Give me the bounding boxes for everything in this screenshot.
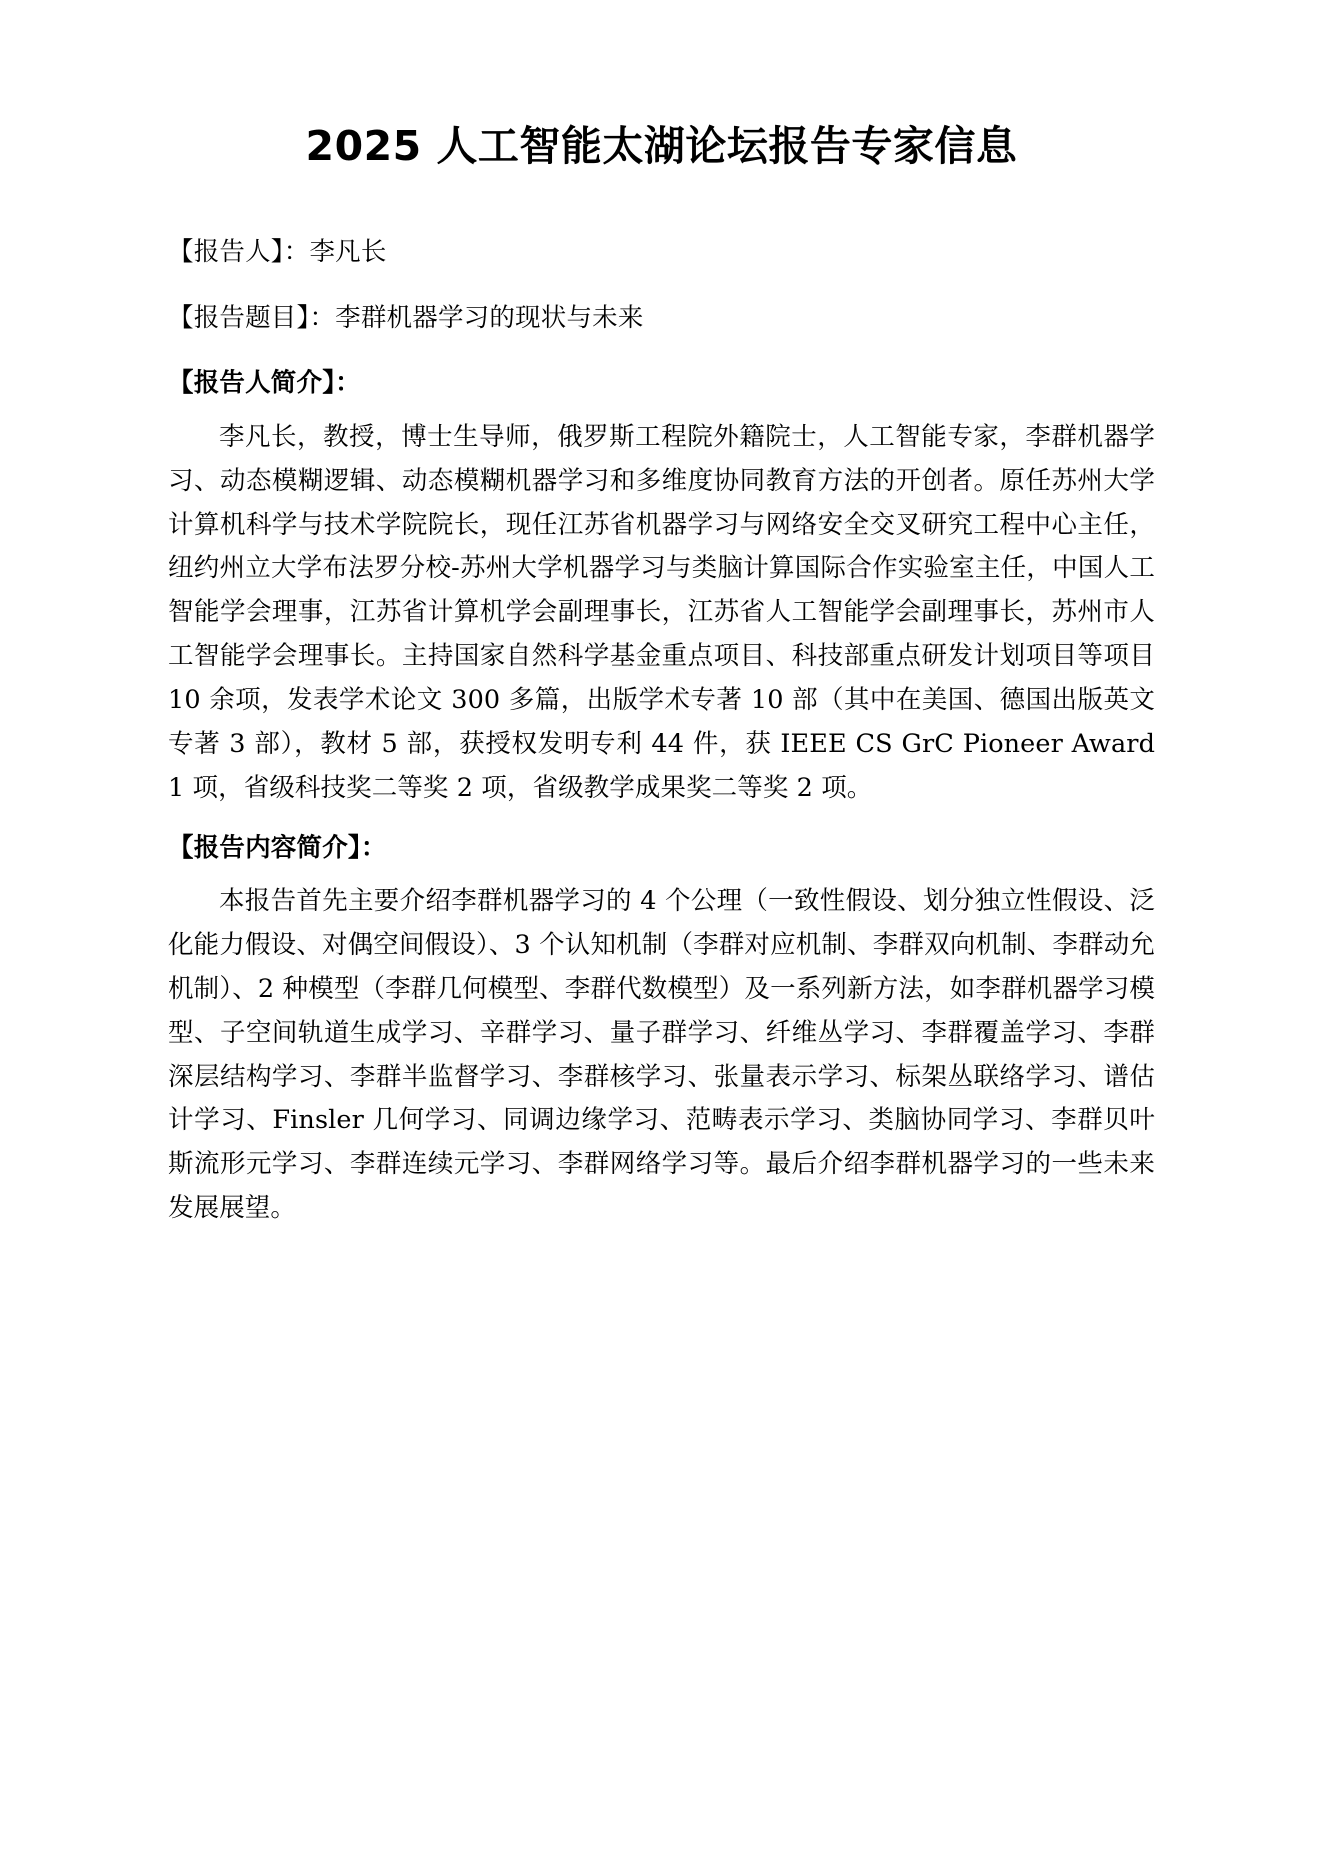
talk-title-field-value: 李群机器学习的现状与未来 (335, 302, 644, 333)
speaker-field-label: 【报告人】： (168, 237, 310, 268)
page-title: 2025 人工智能太湖论坛报告专家信息 (305, 122, 1018, 170)
talk-title-field-label: 【报告题目】： (168, 302, 336, 333)
talk-abstract-heading: 【报告内容简介】： (168, 832, 387, 863)
talk-title-field (168, 299, 1155, 339)
speaker-field (168, 233, 1155, 273)
speaker-bio-paragraph: 李凡长，教授，博士生导师，俄罗斯工程院外籍院士，人工智能专家，李群机器学习、动态模糊逻辑、动态模糊机器学习和多维度协同教育方法的开创者。原任苏州大学计算机科学与技术学院院长，现任江苏省机器学习与网络安全交叉研究工程中心主任，纽约州立大学布法罗分校-苏州大学机器学习与类脑计算国际合作实验室主任，中国人工智能学会理事，江苏省计算机学会副理事长，江苏省人工智能学会副理事长，苏州市人工智能学会理事长。主持国家自然科学基金重点项目、科技部重点研发计划项目等项目 10 余项，发表学术论文 300 多篇，出版学术专著 10 部（其中在美国、德国出版英文专著 3 部），教材 5 部，获授权发明专利 44 件，获 IEEE CS GrC Pioneer Award 1 项，省级科技奖二等奖 2 项，省级教学成果奖二等奖 2 项。 (168, 421, 1155, 803)
talk-abstract-paragraph: 本报告首先主要介绍李群机器学习的 4 个公理（一致性假设、划分独立性假设、泛化能力假设、对偶空间假设）、3 个认知机制（李群对应机制、李群双向机制、李群动允机制）、2 种模型（李群几何模型、李群代数模型）及一系列新方法，如李群机器学习模型、子空间轨道生成学习、辛群学习、量子群学习、纤维丛学习、李群覆盖学习、李群深层结构学习、李群半监督学习、李群核学习、张量表示学习、标架丛联络学习、谱估计学习、Finsler 几何学习、同调边缘学习、范畴表示学习、类脑协同学习、李群贝叶斯流形元学习、李群连续元学习、李群网络学习等。最后介绍李群机器学习的一些未来发展展望。 (168, 886, 1155, 1224)
speaker-field-value: 李凡长 (309, 237, 387, 268)
speaker-bio-heading: 【报告人简介】： (168, 368, 361, 399)
